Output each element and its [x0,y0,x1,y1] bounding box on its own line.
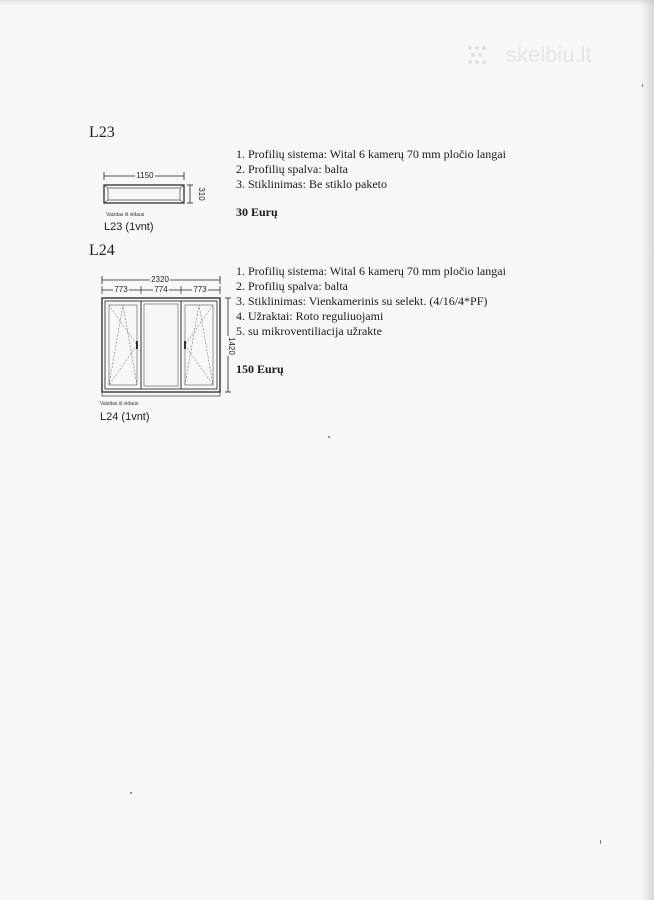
scan-speck [600,840,601,844]
spec-item: 3. Stiklinimas: Vienkamerinis su selekt. (4/16/4*PF) [236,294,488,308]
window-drawing-l24 [96,272,246,402]
view-note-l24: Vaizdas iš vidaus [100,401,139,407]
height-label-l23: 310 [197,187,206,201]
height-label-l24: 1420 [227,337,236,355]
middle-fixed-pane [141,301,181,389]
section-label-left: 773 [114,285,128,294]
width-label-l23: 1150 [136,171,154,180]
right-sash-handle [184,341,186,349]
spec-item: 1. Profilių sistema: Wital 6 kamerų 70 mm pločio langai [236,147,506,161]
view-note-l23: Vaizdas iš vidaus [106,212,145,218]
watermark-text: skelbiu.lt [506,42,592,67]
scan-shadow-right [640,0,654,900]
item-code-l23: L23 [89,124,115,141]
window-diagram-l23 [98,166,208,214]
frame-inner [108,188,180,200]
right-sash [181,301,217,389]
frame-outer [102,298,220,392]
section-label-right: 773 [193,285,207,294]
scan-speck [130,792,132,794]
skelbiu-logo-icon [466,44,488,66]
price-l23: 30 Eurų [236,205,278,219]
caption-l23: L23 (1vnt) [104,221,154,233]
spec-item: 3. Stiklinimas: Be stiklo paketo [236,177,387,191]
caption-l24: L24 (1vnt) [100,411,150,423]
spec-list-l24 [236,264,506,339]
spec-item: 1. Profilių sistema: Wital 6 kamerų 70 mm pločio langai [236,264,506,278]
left-sash-tilt-indicator [109,305,137,385]
left-sash [105,301,141,389]
spec-item: 5. su mikroventiliacija užrakte [236,324,382,338]
spec-list-l23 [236,147,506,192]
spec-item: 2. Profilių spalva: balta [236,279,348,293]
right-sash-turn-indicator [185,305,213,385]
scan-shadow-top [0,0,654,6]
spec-item: 2. Profilių spalva: balta [236,162,348,176]
watermark [466,42,636,72]
window-drawing-l23 [98,166,208,214]
window-diagram-l24 [96,272,246,402]
total-width-label-l24: 2320 [151,275,169,284]
left-sash-handle [136,341,138,349]
section-label-middle: 774 [154,285,168,294]
left-sash-turn-indicator [109,305,137,385]
scan-speck [328,436,330,438]
price-l24: 150 Eurų [236,362,284,376]
item-code-l24: L24 [89,242,115,259]
scan-speck [642,84,643,87]
spec-item: 4. Užraktai: Roto reguliuojami [236,309,384,323]
right-sash-tilt-indicator [185,305,213,385]
